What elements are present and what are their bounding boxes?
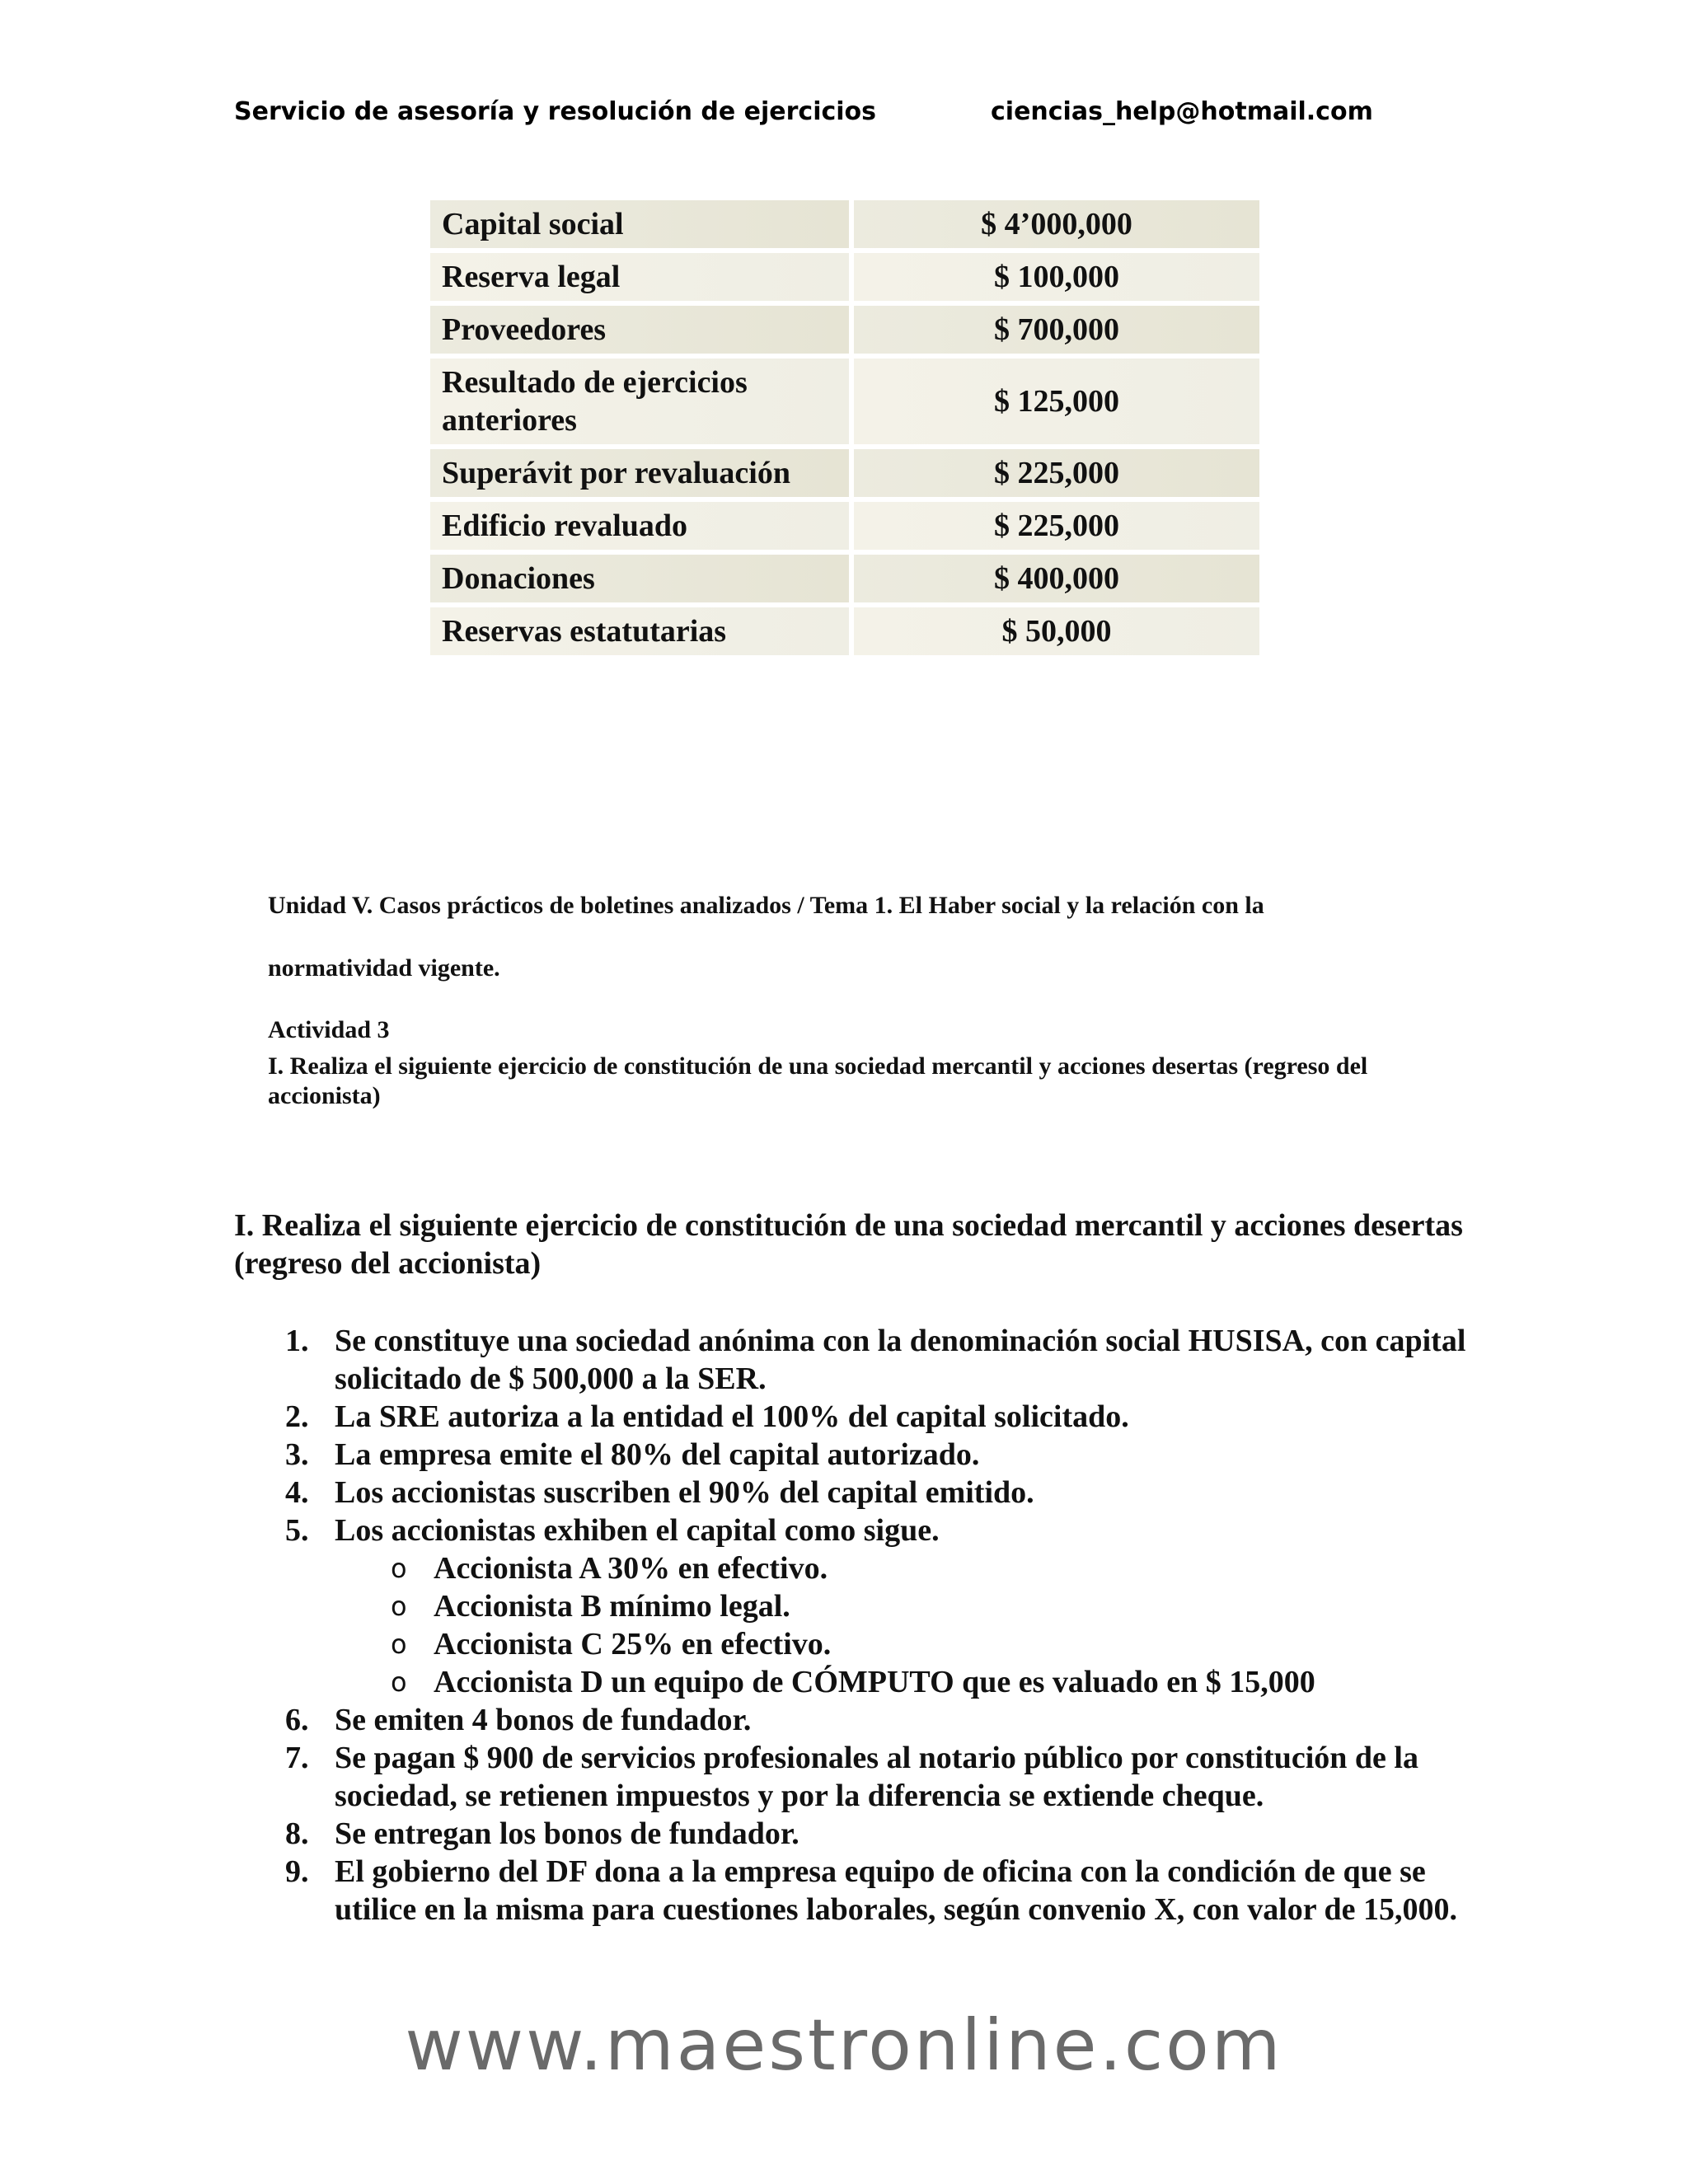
step-text: El gobierno del DF dona a la empresa equipo de oficina con la condición de que se utilice en la misma para cuestiones laborales, según convenio X, con valor de 15,000. [335, 1854, 1457, 1927]
header-service-text: Servicio de asesoría y resolución de ejercicios [234, 97, 877, 126]
step-number: 4. [285, 1475, 309, 1510]
exercise-steps [234, 1322, 1470, 1929]
page-header [234, 97, 1388, 138]
account-label: Edificio revaluado [430, 502, 849, 550]
account-label: Resultado de ejercicios anteriores [430, 359, 849, 444]
step-number: 2. [285, 1399, 309, 1434]
table-row [430, 607, 1259, 655]
header-email: ciencias_help@hotmail.com [991, 97, 1373, 126]
footer-watermark: www.maestronline.com [405, 2004, 1283, 2087]
sub-item-text: Accionista D un equipo de CÓMPUTO que es valuado en $ 15,000 [434, 1665, 1315, 1699]
account-value: $ 100,000 [854, 253, 1259, 301]
account-value: $ 4’000,000 [854, 200, 1259, 248]
table-row [430, 449, 1259, 497]
list-item [234, 1701, 1470, 1739]
list-item [234, 1474, 1470, 1511]
step-text: Los accionistas suscriben el 90% del capital emitido. [335, 1475, 1034, 1510]
bullet-icon: o [391, 1591, 407, 1622]
account-value: $ 400,000 [854, 555, 1259, 602]
step-number: 1. [285, 1324, 309, 1358]
activity-block [268, 1015, 1422, 1111]
list-item [234, 1398, 1470, 1436]
account-value: $ 125,000 [854, 359, 1259, 444]
list-item [234, 1853, 1470, 1929]
account-label: Proveedores [430, 306, 849, 354]
account-value: $ 50,000 [854, 607, 1259, 655]
list-item [335, 1663, 1470, 1701]
step-number: 8. [285, 1816, 309, 1851]
step-number: 5. [285, 1513, 309, 1548]
list-item [234, 1322, 1470, 1398]
account-value: $ 225,000 [854, 502, 1259, 550]
step-text: Se constituye una sociedad anónima con la denominación social HUSISA, con capital solicitado de $ 500,000 a la SER. [335, 1324, 1466, 1396]
activity-instruction: I. Realiza el siguiente ejercicio de constitución de una sociedad mercantil y acciones desertas (regreso del accionista) [268, 1052, 1368, 1109]
list-item [335, 1587, 1470, 1625]
account-value: $ 700,000 [854, 306, 1259, 354]
list-item [335, 1625, 1470, 1663]
account-label: Superávit por revaluación [430, 449, 849, 497]
bullet-icon: o [391, 1629, 407, 1660]
step-number: 9. [285, 1854, 309, 1889]
step-number: 3. [285, 1437, 309, 1472]
list-item [234, 1739, 1470, 1815]
list-item [234, 1436, 1470, 1474]
exercise-intro: I. Realiza el siguiente ejercicio de constitución de una sociedad mercantil y acciones desertas (regreso del accionista) [234, 1208, 1463, 1281]
table-row [430, 502, 1259, 550]
step-text: Se pagan $ 900 de servicios profesionales al notario público por constitución de la sociedad, se retienen impuestos y por la diferencia se extiende cheque. [335, 1741, 1418, 1813]
step-text: La SRE autoriza a la entidad el 100% del capital solicitado. [335, 1399, 1129, 1434]
list-item [335, 1549, 1470, 1587]
account-label: Reserva legal [430, 253, 849, 301]
step-text: Los accionistas exhiben el capital como sigue. [335, 1513, 940, 1548]
sub-item-text: Accionista C 25% en efectivo. [434, 1627, 832, 1661]
bullet-icon: o [391, 1666, 407, 1698]
exercise-section [234, 1207, 1470, 1927]
table-row [430, 359, 1259, 444]
activity-title: Actividad 3 [268, 1016, 390, 1043]
step-number: 6. [285, 1703, 309, 1737]
table-row [430, 555, 1259, 602]
bullet-icon: o [391, 1553, 407, 1584]
accounts-table [425, 195, 1264, 660]
unit-line-2: normatividad vigente. [268, 954, 500, 982]
list-item [234, 1511, 1470, 1701]
account-label: Donaciones [430, 555, 849, 602]
step-text: Se emiten 4 bonos de fundador. [335, 1703, 752, 1737]
unit-line-1: Unidad V. Casos prácticos de boletines analizados / Tema 1. El Haber social y la relación con la [268, 892, 1264, 919]
account-label: Reservas estatutarias [430, 607, 849, 655]
table-row [430, 306, 1259, 354]
account-value: $ 225,000 [854, 449, 1259, 497]
list-item [234, 1815, 1470, 1853]
table-row [430, 200, 1259, 248]
step-text: La empresa emite el 80% del capital autorizado. [335, 1437, 980, 1472]
sub-item-text: Accionista A 30% en efectivo. [434, 1551, 828, 1586]
shareholder-list [335, 1549, 1470, 1701]
step-number: 7. [285, 1741, 309, 1775]
sub-item-text: Accionista B mínimo legal. [434, 1589, 790, 1624]
step-text: Se entregan los bonos de fundador. [335, 1816, 799, 1851]
table-row [430, 253, 1259, 301]
account-label: Capital social [430, 200, 849, 248]
